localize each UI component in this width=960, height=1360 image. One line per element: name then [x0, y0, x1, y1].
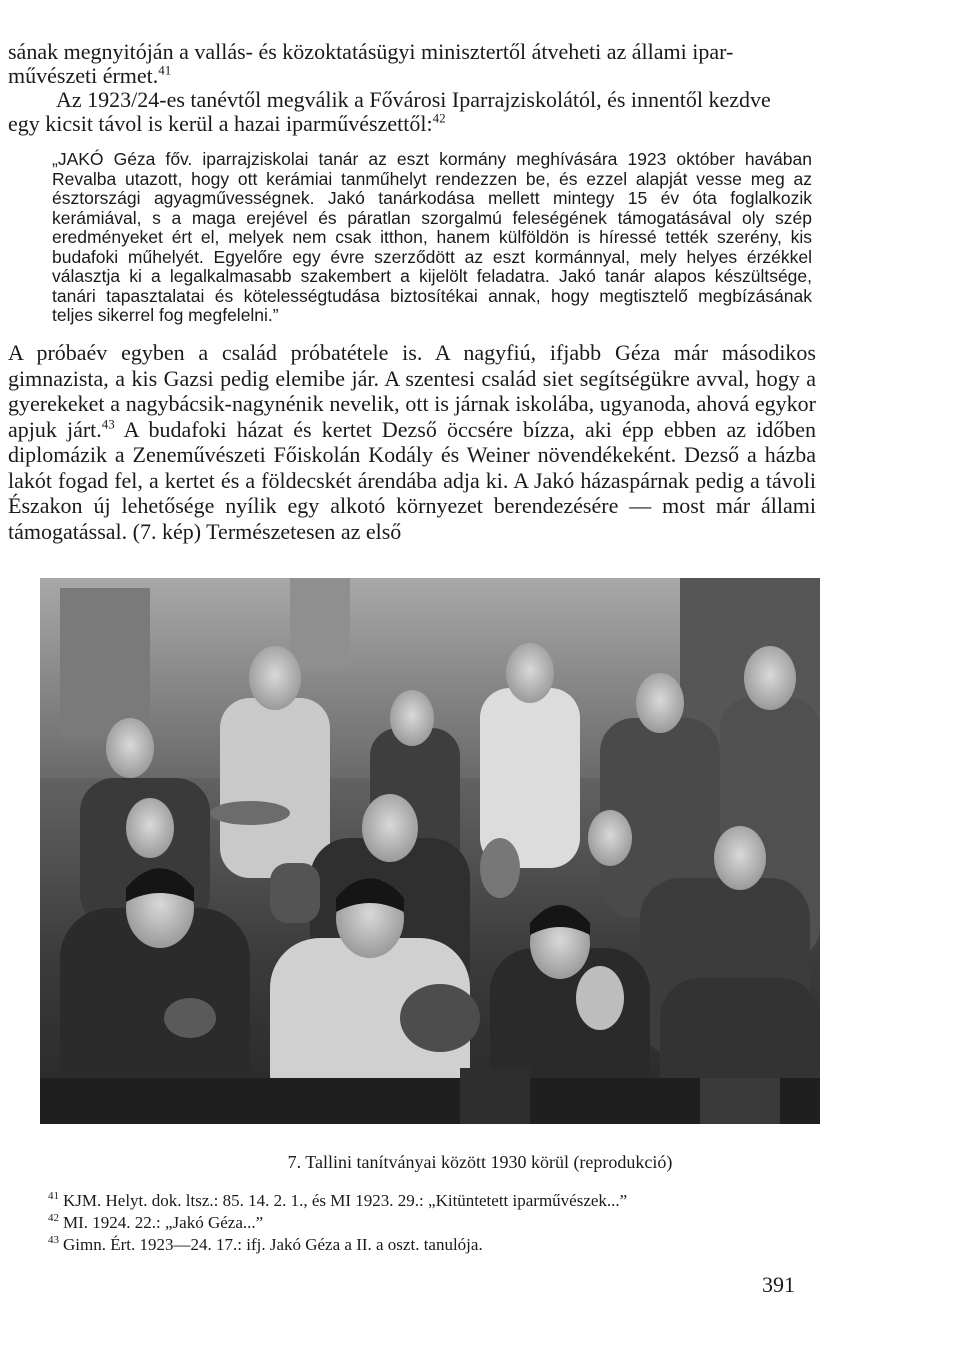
opening-line-3: Az 1923/24-es tanévtől megválik a Fővárosi Iparrajziskolától, és innentől kezdve	[56, 87, 771, 112]
footnote-41-number: 41	[48, 1190, 59, 1203]
footnote-41-text: KJM. Helyt. dok. ltsz.: 85. 14. 2. 1., és MI 1923. 29.: „Kitüntetett iparművészek...”	[63, 1191, 628, 1210]
opening-paragraph	[8, 40, 808, 136]
page-number: 391	[762, 1272, 795, 1297]
footnote-ref-43: 43	[101, 416, 115, 432]
footnote-43-number: 43	[48, 1234, 59, 1247]
footnote-ref-41: 41	[158, 62, 172, 78]
block-quote	[52, 150, 812, 326]
footnote-43-text: Gimn. Ért. 1923—24. 17.: ifj. Jakó Géza a II. a oszt. tanulója.	[63, 1235, 483, 1254]
body-text	[8, 340, 816, 544]
workshop-photograph	[40, 578, 820, 1124]
opening-line-2	[8, 64, 808, 88]
footnote-42-number: 42	[48, 1212, 59, 1225]
opening-line-4-text: egy kicsit távol is kerül a hazai iparművészettől:	[8, 111, 433, 136]
body-text-part-1: A próbaév egyben a család próbatétele is. A nagyfiú, ifjabb Géza már másodikos gimnazista, a kis Gazsi pedig elemibe jár. A szentesi család siet segítségükre avval, hogy a gyerekeket a nagybácsik-nagynénik nevelik, ott is járnak iskolába, ugyanoda, ahová egykor apjuk járt.	[8, 340, 816, 442]
footnote-42-text: MI. 1924. 22.: „Jakó Géza...”	[63, 1213, 264, 1232]
quote-text: „JAKÓ Géza főv. iparrajziskolai tanár az eszt kormány meghívására 1923 október havában Revalba utazott, hogy ott kerámiai tanműhelyt rendezzen be, és ezzel alapját vesse meg az észtországi agyagművességnek. Jakó tanárkodása mellett mintegy 15 év óta foglalkozik kerámiával, s a maga erejével és páratlan szorgalmú feleségének támogatásával oly szép eredményeket ért el, melyek nem csak itthon, hanem külföldön is híressé tették szerény, kis budafoki műhelyét. Egyelőre egy évre szerződött az eszt kormánnyal, mely helyes érzékkel választja ki a legalkalmasabb szakembert a kijelölt feladatra. Jakó tanár alapos készültsége, tanári tapasztalatai és kötelességtudása biztosítékai annak, hogy megtisztelő megbízásának teljes sikerrel fog megfelelni.”	[52, 149, 812, 325]
opening-line-4	[8, 112, 808, 136]
body-text-part-2: A budafoki házat és kertet Dezső öccsére bízza, aki épp ebben az időben diplomázik a Zeneművészeti Főiskolán Kodály és Weiner növendékeként. Dezső a házba lakót fogad fel, a kertet és a földecskét árendába adja ki. A Jakó házaspárnak pedig a távoli Északon új lehetősége nyílik egy alkotó környezet berendezésére — most már állami támogatással. (7. kép) Természetesen az első	[8, 416, 816, 544]
photo-caption: 7. Tallini tanítványai között 1930 körül (reprodukció)	[287, 1152, 673, 1172]
footnote-43	[48, 1234, 808, 1256]
footnote-41	[48, 1190, 808, 1212]
footnotes	[48, 1190, 808, 1256]
footnote-ref-42: 42	[432, 110, 446, 126]
body-paragraph	[8, 340, 816, 544]
footnote-42	[48, 1212, 808, 1234]
photograph-illustration	[40, 578, 820, 1124]
opening-line-2-text: művészeti érmet.	[8, 63, 159, 88]
opening-line-1: sának megnyitóján a vallás- és közoktatásügyi minisztertől átveheti az állami ipar-	[8, 39, 734, 64]
